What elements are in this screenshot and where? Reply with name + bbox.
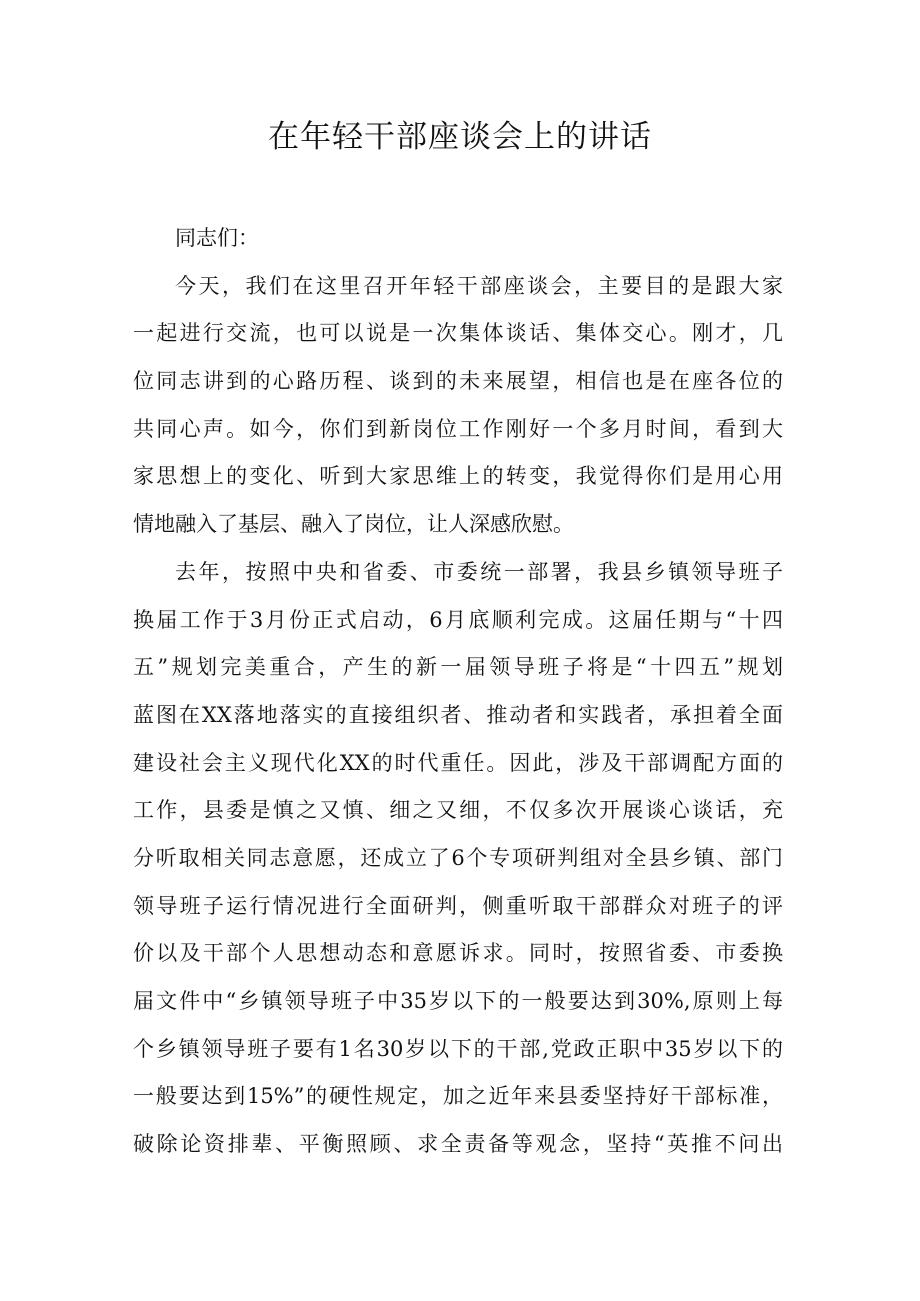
- paragraph-2-line: 个乡镇领导班子要有1名30岁以下的干部,党政正职中35岁以下的: [133, 1036, 783, 1061]
- paragraph-1-line: 情地融入了基层、融入了岗位，让人深感欣慰。: [133, 512, 574, 537]
- paragraph-1-line: 今天，我们在这里召开年轻干部座谈会，主要目的是跟大家: [175, 273, 783, 298]
- paragraph-2-line: 工作，县委是慎之又慎、细之又细，不仅多次开展谈心谈话，充: [133, 798, 783, 823]
- paragraph-2-line: 破除论资排辈、平衡照顾、求全责备等观念，坚持“英推不问出: [133, 1132, 783, 1157]
- paragraph-2-line: 建设社会主义现代化XX的时代重任。因此，涉及干部调配方面的: [133, 750, 783, 775]
- paragraph-1-line: 家思想上的变化、听到大家思维上的转变，我觉得你们是用心用: [133, 464, 783, 489]
- document-title: 在年轻干部座谈会上的讲话: [268, 119, 652, 155]
- paragraph-1-line: 一起进行交流，也可以说是一次集体谈话、集体交心。刚才，几: [133, 321, 783, 346]
- paragraph-2-line: 价以及干部个人思想动态和意愿诉求。同时，按照省委、市委换: [133, 941, 783, 966]
- paragraph-2-line: 分听取相关同志意愿，还成立了6个专项研判组对全县乡镇、部门: [133, 845, 783, 870]
- paragraph-2-line: 去年，按照中央和省委、市委统一部署，我县乡镇领导班子: [175, 559, 783, 584]
- paragraph-2-line: 换届工作于3月份正式启动，6月底顺利完成。这届任期与“十四: [133, 607, 783, 632]
- paragraph-2-line: 一般要达到15%”的硬性规定，加之近年来县委坚持好干部标准，: [133, 1084, 783, 1109]
- document-body: [133, 215, 783, 1169]
- paragraph-1-line: 位同志讲到的心路历程、谈到的未来展望，相信也是在座各位的: [133, 369, 783, 394]
- salutation-line: 同志们：: [175, 226, 259, 250]
- paragraph-2-line: 领导班子运行情况进行全面研判，侧重听取干部群众对班子的评: [133, 893, 783, 918]
- paragraph-1-line: 共同心声。如今，你们到新岗位工作刚好一个多月时间，看到大: [133, 416, 783, 441]
- paragraph-2-line: 蓝图在XX落地落实的直接组织者、推动者和实践者，承担着全面: [133, 702, 783, 727]
- paragraph-2-line: 五”规划完美重合，产生的新一届领导班子将是“十四五”规划: [133, 655, 783, 680]
- paragraph-2-line: 届文件中“乡镇领导班子中35岁以下的一般要达到30%,原则上每: [133, 989, 783, 1013]
